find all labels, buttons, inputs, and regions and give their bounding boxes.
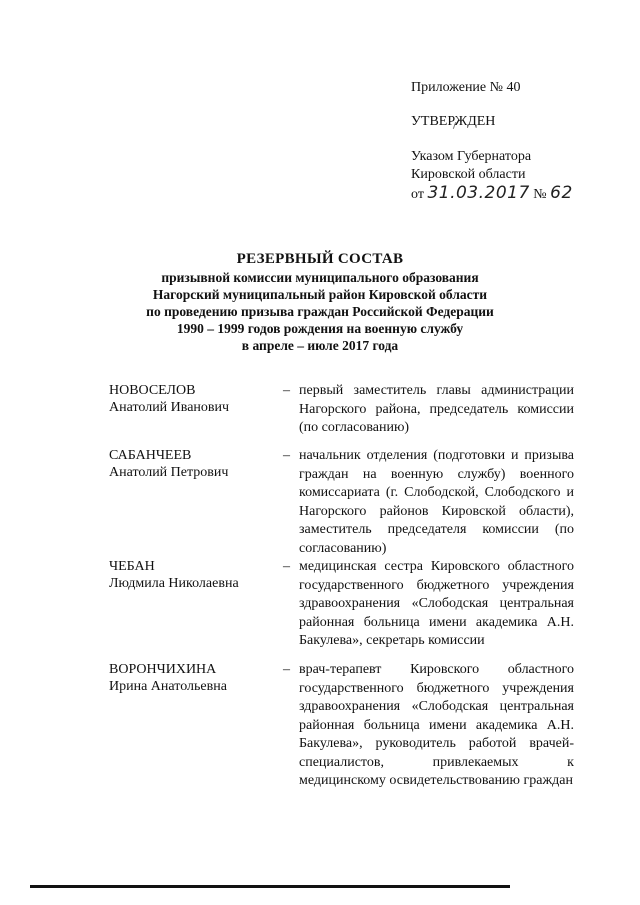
- title-line: Нагорский муниципальный район Кировской области: [152, 287, 488, 302]
- member-role: начальник отделения (подготовки и призыва граждан на военную службу) военного комиссариата (г. Слободской, Слободского и Нагорского районов Кировской области), заместитель председателя комиссии (по согласованию): [299, 448, 574, 556]
- decree-line-2: Кировской области: [411, 167, 526, 182]
- member-surname: ЧЕБАН: [109, 559, 155, 574]
- title-line: 1990 – 1999 годов рождения на военную службу: [176, 321, 464, 336]
- approved-label: УТВЕРЖДЕН: [411, 114, 496, 129]
- member-name: [109, 447, 289, 481]
- title-main: РЕЗЕРВНЫЙ СОСТАВ: [236, 251, 404, 267]
- member-given-name: Людмила Николаевна: [109, 576, 239, 591]
- member-given-name: Ирина Анатольевна: [109, 679, 227, 694]
- appendix-label: Приложение № 40: [411, 80, 521, 95]
- decree-line-1: Указом Губернатора: [411, 149, 532, 164]
- member-name: [109, 661, 289, 695]
- member-role: врач-терапевт Кировского областного государственного бюджетного учреждения здравоохранения «Слободская центральная районная больница имени академика А.Н. Бакулева», руководитель работой врачей-специалистов, привлекаемых к медицинскому освидетельствованию граждан: [299, 662, 574, 788]
- decree-date-line: [411, 184, 611, 204]
- approval-block: [411, 79, 611, 204]
- handwritten-date: 31.03.2017: [427, 183, 530, 203]
- member-dash: –: [283, 662, 290, 677]
- member-dash: –: [283, 448, 290, 463]
- member-surname: ВОРОНЧИХИНА: [109, 662, 217, 677]
- member-surname: НОВОСЕЛОВ: [109, 383, 196, 398]
- number-sign: №: [533, 187, 547, 202]
- member-name: [109, 382, 289, 416]
- page-bottom-rule: [30, 885, 510, 888]
- member-dash: –: [283, 383, 290, 398]
- handwritten-number: 62: [550, 183, 573, 203]
- member-role: первый заместитель главы администрации Нагорского района, председатель комиссии (по согласованию): [299, 383, 574, 435]
- document-title: [0, 249, 640, 354]
- member-given-name: Анатолий Петрович: [109, 465, 229, 480]
- member-role: медицинская сестра Кировского областного государственного бюджетного учреждения здравоохранения «Слободская центральная районная больница имени академика А.Н. Бакулева», секретарь комиссии: [299, 559, 574, 648]
- title-line: в апреле – июле 2017 года: [241, 338, 399, 353]
- member-name: [109, 558, 289, 592]
- title-line: призывной комиссии муниципального образования: [161, 270, 479, 285]
- member-dash: –: [283, 559, 290, 574]
- member-surname: САБАНЧЕЕВ: [109, 448, 192, 463]
- title-line: по проведению призыва граждан Российской Федерации: [146, 304, 494, 319]
- member-given-name: Анатолий Иванович: [109, 400, 230, 415]
- date-prefix: от: [411, 187, 424, 202]
